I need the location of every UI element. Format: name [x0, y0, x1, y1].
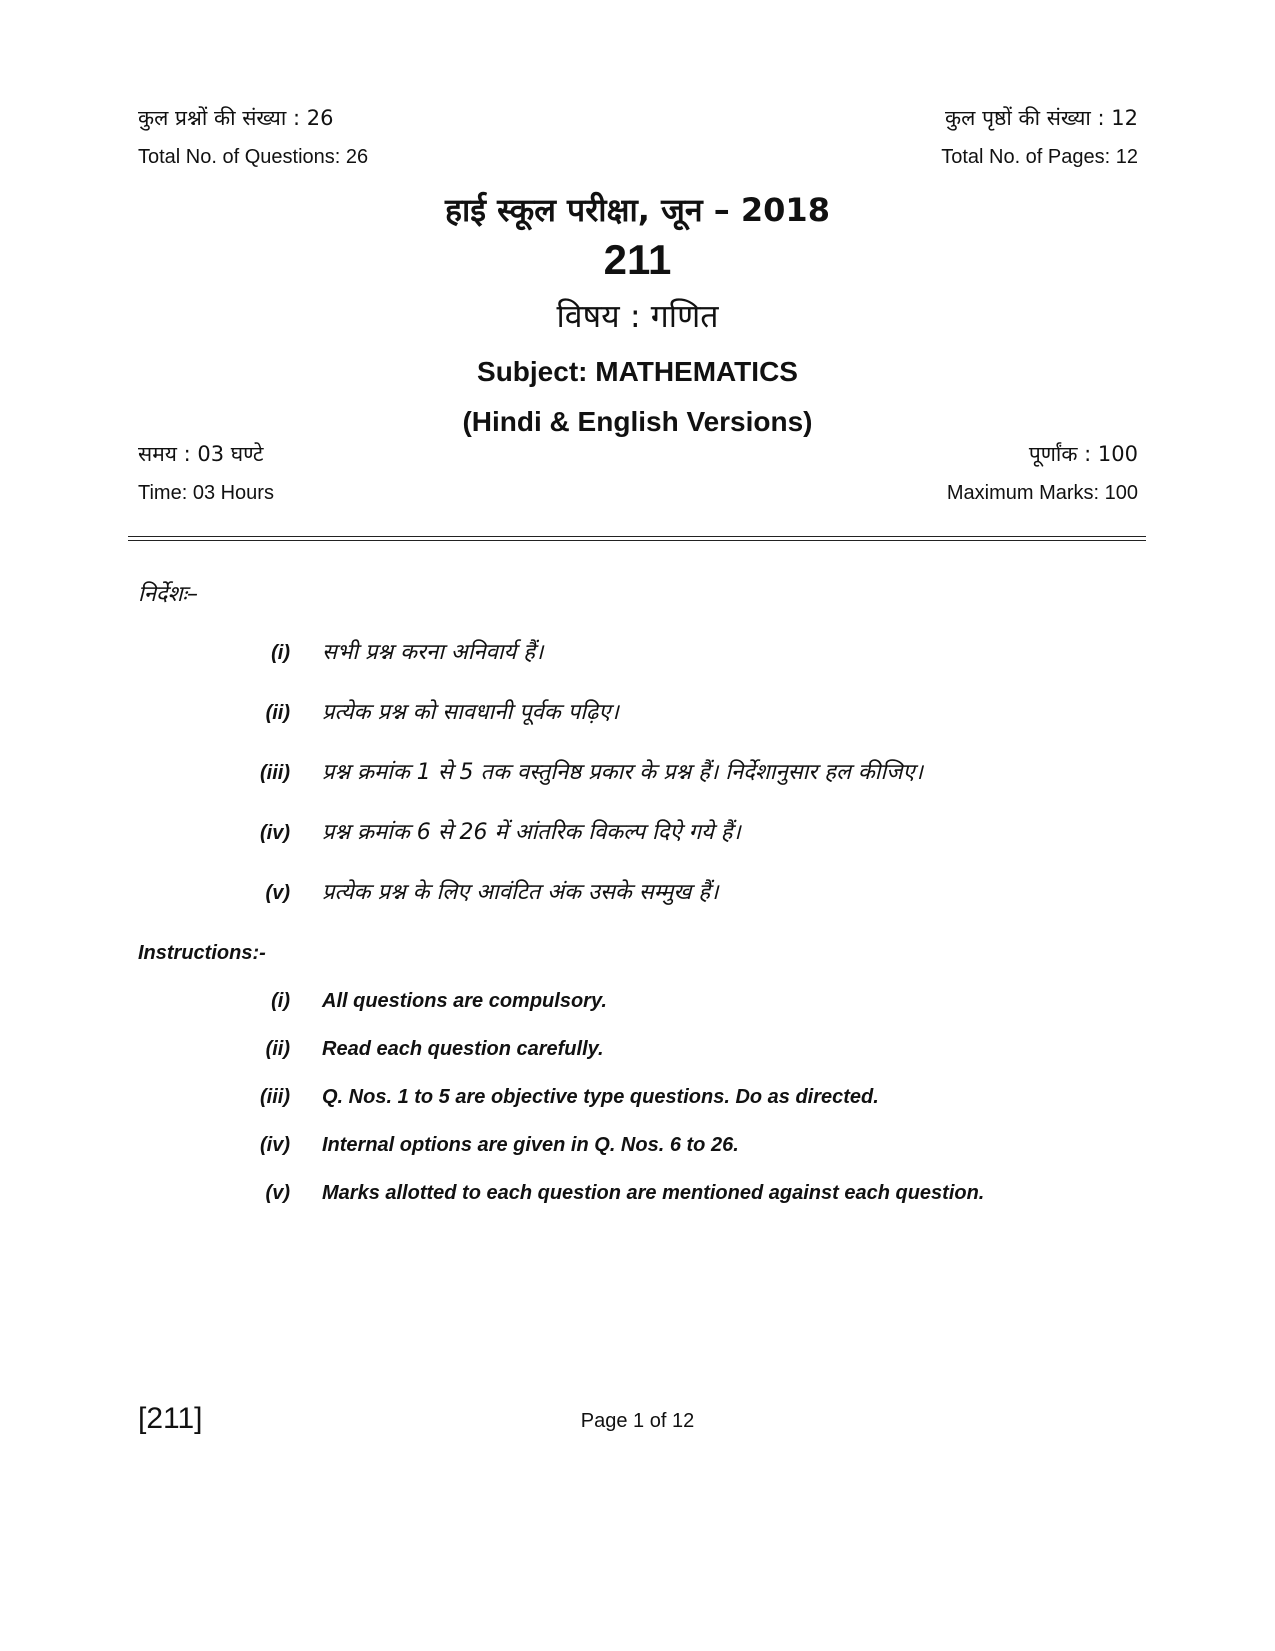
item-number: (ii)	[265, 702, 290, 724]
item-text: Q. Nos. 1 to 5 are objective type questions. Do as directed.	[322, 1086, 879, 1108]
item-text: प्रत्येक प्रश्न के लिए आवंटित अंक उसके सम्मुख हैं।	[322, 880, 719, 905]
list-item	[0, 756, 1275, 786]
time-hindi: समय : 03 घण्टे	[138, 442, 264, 466]
total-pages-hindi: कुल पृष्ठों की संख्या : 12	[945, 106, 1138, 130]
list-item	[0, 876, 1275, 906]
header-english-row	[138, 146, 1138, 169]
exam-title-hindi: हाई स्कूल परीक्षा, जून – 2018	[445, 191, 830, 229]
instructions-heading-hindi: निर्देशः–	[138, 582, 198, 607]
item-number: (v)	[265, 1182, 290, 1204]
time-marks-english-row	[138, 482, 1138, 505]
list-item	[0, 1086, 1275, 1109]
item-text: Internal options are given in Q. Nos. 6 to 26.	[322, 1134, 739, 1156]
total-questions-english: Total No. of Questions: 26	[138, 146, 369, 168]
list-item	[0, 696, 1275, 726]
max-marks-hindi: पूर्णांक : 100	[1028, 442, 1138, 466]
time-marks-hindi-row	[138, 440, 1138, 468]
subject-english: Subject: MATHEMATICS	[477, 356, 798, 387]
footer-paper-code: [211]	[138, 1402, 203, 1435]
item-text: प्रश्न क्रमांक 1 से 5 तक वस्तुनिष्ठ प्रकार के प्रश्न हैं। निर्देशानुसार हल कीजिए।	[322, 760, 923, 785]
item-number: (ii)	[265, 1038, 290, 1060]
item-text: सभी प्रश्न करना अनिवार्य हैं।	[322, 640, 544, 665]
item-number: (v)	[265, 882, 290, 904]
item-number: (iv)	[260, 822, 290, 844]
header-hindi-row	[138, 104, 1138, 132]
list-item	[0, 1134, 1275, 1157]
item-number: (i)	[271, 642, 290, 664]
paper-code: 211	[603, 236, 672, 283]
divider-top	[128, 536, 1146, 537]
total-pages-english: Total No. of Pages: 12	[941, 146, 1138, 168]
list-item	[0, 1182, 1275, 1205]
list-item	[0, 1038, 1275, 1061]
max-marks-english: Maximum Marks: 100	[946, 482, 1138, 504]
time-english: Time: 03 Hours	[138, 482, 274, 504]
total-questions-hindi: कुल प्रश्नों की संख्या : 26	[138, 106, 334, 130]
divider-bottom	[128, 540, 1146, 541]
page-number: Page 1 of 12	[580, 1410, 695, 1432]
subject-hindi: विषय : गणित	[556, 297, 719, 335]
instructions-heading-english: Instructions:-	[138, 942, 266, 964]
item-text: All questions are compulsory.	[322, 990, 607, 1012]
item-number: (iv)	[260, 1134, 290, 1156]
list-item	[0, 636, 1275, 666]
item-number: (iii)	[260, 1086, 290, 1108]
item-text: प्रश्न क्रमांक 6 से 26 में आंतरिक विकल्प दिऐ गये हैं।	[322, 820, 741, 845]
list-item	[0, 816, 1275, 846]
item-text: प्रत्येक प्रश्न को सावधानी पूर्वक पढ़िए।	[322, 700, 619, 725]
list-item	[0, 990, 1275, 1013]
item-text: Marks allotted to each question are mentioned against each question.	[322, 1182, 985, 1204]
versions-note: (Hindi & English Versions)	[462, 406, 813, 437]
item-number: (iii)	[260, 762, 290, 784]
item-text: Read each question carefully.	[322, 1038, 604, 1060]
item-number: (i)	[271, 990, 290, 1012]
